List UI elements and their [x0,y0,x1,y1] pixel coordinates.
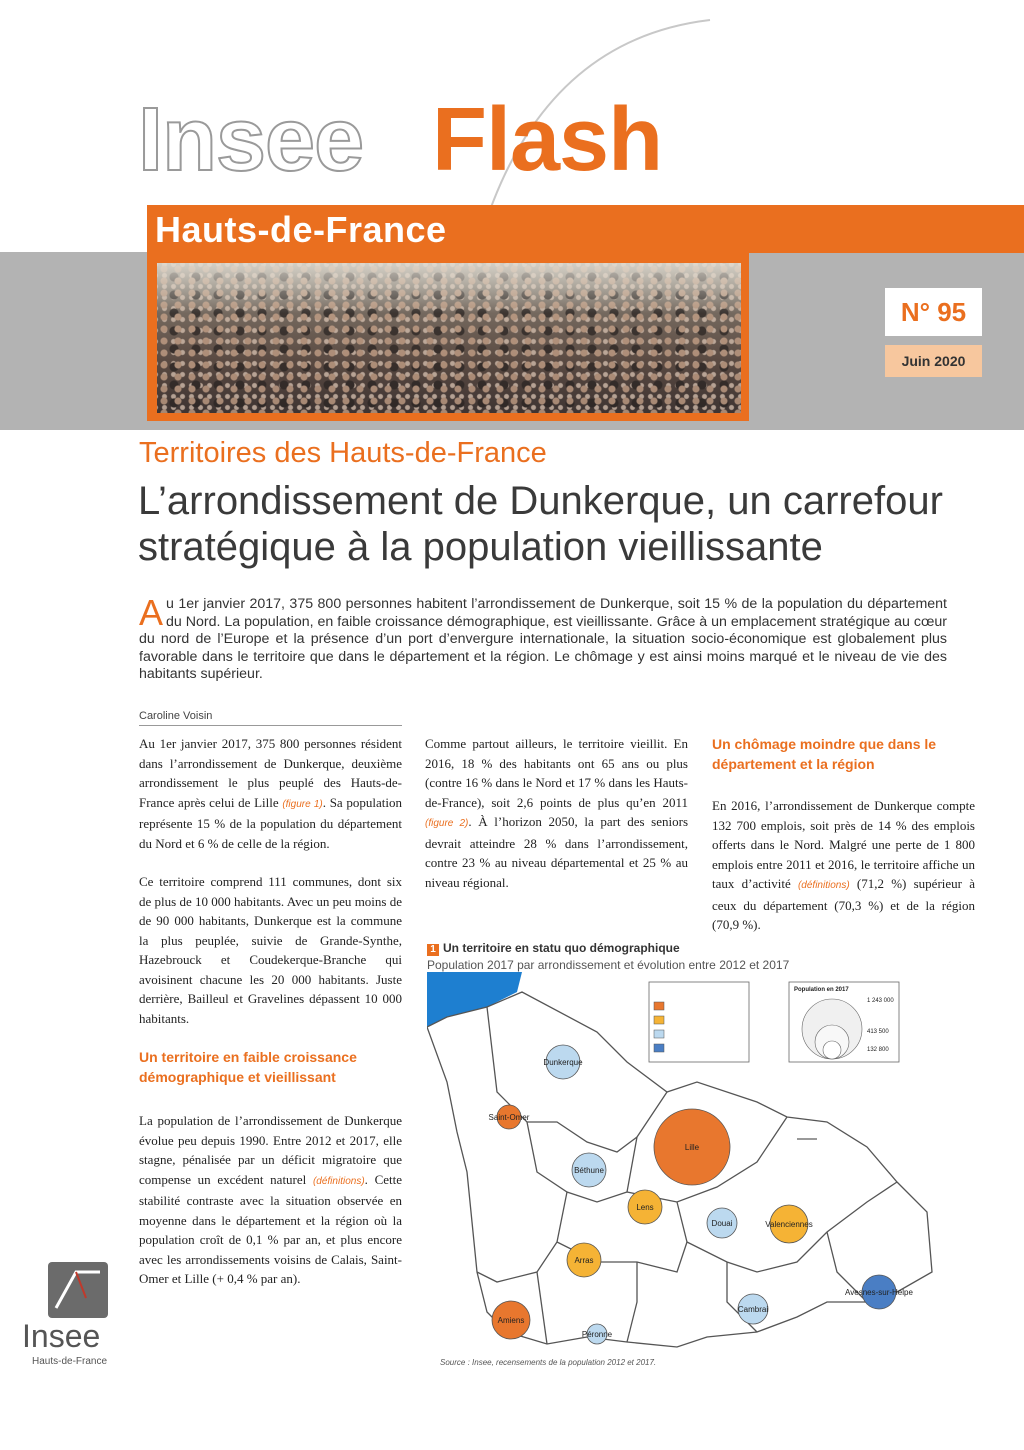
label-lille: Lille [684,1143,700,1152]
headline: L’arrondissement de Dunkerque, un carrefour stratégique à la population vieillissante [138,479,943,569]
label-amiens: Amiens [497,1316,525,1325]
insee-logo-text: Insee [22,1318,101,1354]
col3-subhead: Un chômage moindre que dans le département et la région [712,736,937,772]
insee-logo-icon [42,1258,116,1322]
issue-number-box [885,288,982,336]
arrondissement-map [427,972,947,1357]
column-1 [139,734,402,1308]
col2-paragraph-1: Comme partout ailleurs, le territoire vieillit. En 2016, 18 % des habitants ont 65 ans ou plus (contre 16 % dans le Nord et 17 % dans les Hauts-de-France), soit 2,6 points de plus qu’en 2011 (figure 2). À l’horizon 2050, la part des seniors devrait atteindre 28 % dans l’arrondissement, contre 23 % au niveau départemental et 25 % au niveau régional. [425,736,689,890]
insee-logo-subtitle: Hauts-de-France [32,1356,108,1367]
label-peronne: Péronne [581,1330,613,1339]
legend-evolution [649,982,749,1062]
author: Caroline Voisin [139,710,213,722]
column-2 [425,734,688,911]
issue-date: Juin 2020 [885,345,982,377]
label-lens: Lens [636,1203,654,1212]
legend-pop-value-1: 1 243 000 [867,998,894,1004]
label-avesnes: Avesnes-sur-Helpe [845,1288,913,1297]
definitions-link-2[interactable]: (définitions) [797,880,850,891]
definitions-link[interactable]: (définitions) [312,1175,365,1187]
label-arras: Arras [574,1256,594,1265]
col1-paragraph-3: La population de l’arrondissement de Dunkerque évolue peu depuis 1990. Entre 2012 et 2017, elle stagne, pénalisée par un déficit migratoire que compense un excédent naturel (définitions). Cette stabilité contraste avec la situation observée en moyenne dans le département et la région où la population croît de 0,1 % par an, et plus encore avec les arrondissements voisins de Calais, Saint-Omer et Lille (+ 0,4 % par an). [139,1113,403,1286]
lede-paragraph [139,592,947,684]
figure-source: Source : Insee, recensements de la population 2012 et 2017. [440,1358,657,1367]
label-bethune: Béthune [574,1166,604,1175]
figure-title: 1 Un territoire en statu quo démographique [427,941,680,956]
label-dunkerque: Dunkerque [543,1058,583,1067]
legend-population [789,982,899,1062]
figure-number: 1 [427,944,439,956]
figure-2-link[interactable]: (figure 2) [425,818,469,829]
figure-1-link[interactable]: (figure 1) [282,798,323,810]
label-cambrai: Cambrai [737,1305,769,1314]
lede-text: u 1er janvier 2017, 375 800 personnes habitent l’arrondissement de Dunkerque, soit 15 % de la population du département du Nord. La population, en faible croissance démographique, est vieillissante. Grâce à un emplacement stratégique au cœur du nord de l’Europe et la présence d’un port d’envergure internationale, la situation socio-économique est globalement plus favorable dans le territoire que dans le département et la région. Le chômage y est ainsi moins marqué et le niveau de vie des habitants supérieur. [139,596,947,683]
legend-pop-title: Population en 2017 [794,987,849,993]
col1-subhead: Un territoire en faible croissance démographique et vieillissant [139,1049,357,1085]
brand-insee: Insee [138,90,364,190]
cover-photo [157,263,741,413]
brand-flash: Flash [432,90,663,190]
series-kicker: Territoires des Hauts-de-France [139,437,547,469]
region-title: Hauts-de-France [155,209,447,250]
column-3 [712,734,975,954]
col1-paragraph-1: Au 1er janvier 2017, 375 800 personnes résident dans l’arrondissement de Dunkerque, deuxième arrondissement le plus peuplé des Hauts-de-France après celui de Lille (figure 1). Sa population représente 15 % de la population du département du Nord et 6 % de celle de la région. [139,736,402,851]
legend-pop-value-3: 132 800 [867,1047,889,1053]
author-divider [139,725,402,726]
col1-paragraph-2: Ce territoire comprend 111 communes, dont six de plus de 10 000 habitants. Avec un peu moins de de 90 000 habitants, Dunkerque est la commune la plus peuplée, suivie de Grande-Synthe, Hazebrouck et Coudekerque-Branche qui avoisinent chacune les 20 000 habitants. Juste derrière, Bailleul et Gravelines dépassent 10 000 habitants. [139,874,402,1026]
label-valenciennes: Valenciennes [765,1220,813,1229]
label-saint-omer: Saint-Omer [488,1113,530,1122]
legend-pop-value-2: 413 500 [867,1029,889,1035]
label-douai: Douai [711,1219,733,1228]
col3-paragraph-1: En 2016, l’arrondissement de Dunkerque compte 132 700 emplois, soit près de 14 % des emplois offerts dans le Nord. Malgré une perte de 1 800 emplois entre 2011 et 2016, le territoire affiche un taux d’activité (définitions) (71,2 %) supérieur à ceux du département (70,3 %) et de la région (70,9 %). [712,798,976,932]
issue-number: N° 95 [900,296,967,327]
figure-subtitle: Population 2017 par arrondissement et évolution entre 2012 et 2017 [427,958,790,972]
drop-cap: A [139,592,164,633]
